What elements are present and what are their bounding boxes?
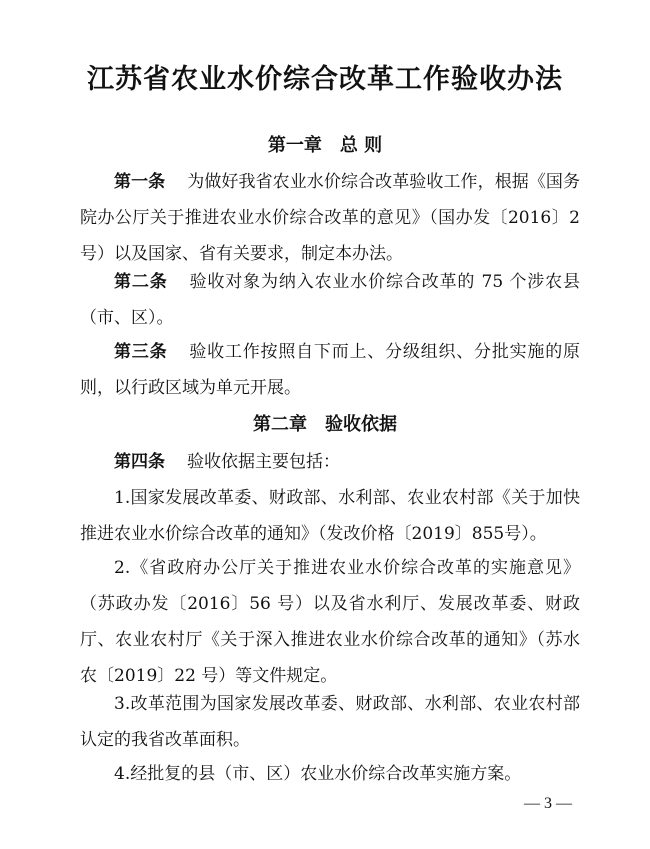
list-item-4: 4.经批复的县（市、区）农业水价综合改革实施方案。 bbox=[114, 764, 522, 784]
page-number: — 3 — bbox=[524, 795, 572, 812]
article-2-text: 验收对象为纳入农业水价综合改革的 75 个涉农县（市、区）。 bbox=[80, 272, 580, 328]
chapter-1-heading bbox=[0, 132, 650, 160]
article-1-label: 第一条 bbox=[114, 172, 166, 192]
article-1 bbox=[80, 164, 580, 272]
article-3-label: 第三条 bbox=[114, 342, 168, 362]
document-title: 江苏省农业水价综合改革工作验收办法 bbox=[87, 64, 563, 95]
article-3 bbox=[80, 334, 580, 406]
article-2 bbox=[80, 264, 580, 336]
list-item-1: 1.国家发展改革委、财政部、水利部、农业农村部《关于加快推进农业水价综合改革的通知》（发改价格〔2019〕855号）。 bbox=[80, 488, 580, 544]
list-item-2: 2.《省政府办公厅关于推进农业水价综合改革的实施意见》（苏政办发〔2016〕56 号）以及省水利厅、发展改革委、财政厅、农业农村厅《关于深入推进农业水价综合改革的通知》（苏水农〔2019〕22 号）等文件规定。 bbox=[80, 558, 580, 686]
chapter-1-name: 总 则 bbox=[339, 135, 383, 156]
list-item-3: 3.改革范围为国家发展改革委、财政部、水利部、农业农村部认定的我省改革面积。 bbox=[80, 694, 580, 750]
chapter-2-name: 验收依据 bbox=[325, 414, 397, 435]
article-3-text: 验收工作按照自下而上、分级组织、分批实施的原则，以行政区域为单元开展。 bbox=[80, 342, 580, 398]
article-4 bbox=[80, 444, 580, 480]
article-2-label: 第二条 bbox=[114, 272, 168, 292]
article-4-text: 验收依据主要包括： bbox=[187, 452, 340, 472]
chapter-2-number: 第二章 bbox=[253, 414, 307, 435]
chapter-1-number: 第一章 bbox=[267, 135, 322, 156]
chapter-2-heading bbox=[0, 411, 650, 439]
article-4-label: 第四条 bbox=[114, 452, 165, 472]
article-1-text: 为做好我省农业水价综合改革验收工作，根据《国务院办公厅关于推进农业水价综合改革的意见》（国办发〔2016〕2号）以及国家、省有关要求，制定本办法。 bbox=[80, 172, 581, 264]
